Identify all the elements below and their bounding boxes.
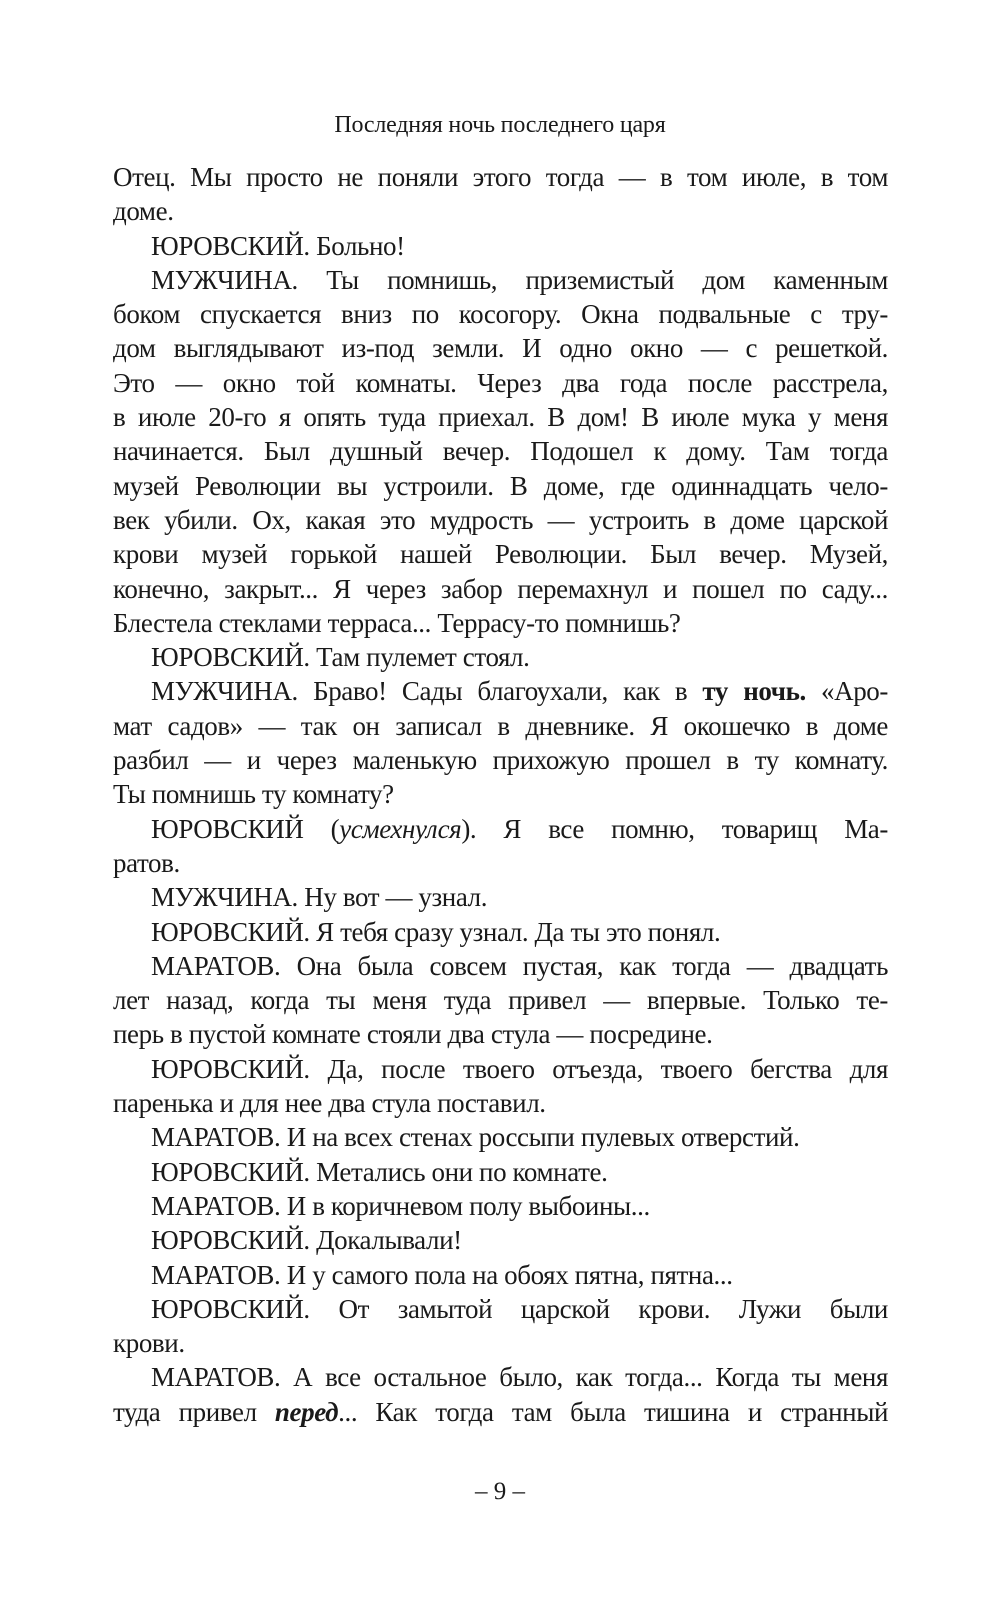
dialogue-line: [113, 640, 888, 674]
line-text: боком спускается вниз по косогору. Окна подвальные с тру-: [113, 299, 888, 330]
text-line: [113, 777, 888, 811]
page-number: – 9 –: [475, 1478, 525, 1505]
text-line: [113, 572, 888, 606]
line-text: музей Революции вы устроили. В доме, где одиннадцать чело-: [113, 470, 888, 501]
dialogue-line: [113, 1052, 888, 1086]
line-text: Больно!: [309, 230, 405, 261]
line-text: перь в пустой комнате стояли два стула — посредине.: [113, 1019, 713, 1050]
text-line: [113, 606, 888, 640]
line-text: ратов.: [113, 847, 180, 878]
line-text: конечно, закрыт... Я через забор перемахнул и пошел по саду...: [113, 573, 888, 604]
dialogue-line: [113, 229, 888, 263]
line-text: туда привел: [113, 1396, 275, 1427]
speaker-name: ЮРОВСКИЙ: [151, 813, 304, 844]
speaker-name: ЮРОВСКИЙ.: [151, 916, 310, 947]
dialogue-line: [113, 812, 888, 846]
line-text: начинается. Был душный вечер. Подошел к дому. Там тогда: [113, 436, 888, 467]
speaker-name: МАРАТОВ.: [151, 1259, 281, 1290]
line-text: Я тебя сразу узнал. Да ты это понял.: [309, 916, 721, 947]
line-text: Отец. Мы просто не поняли этого тогда — в том июле, в том: [113, 162, 888, 192]
line-text: дом выглядывают из-под земли. И одно окно — с решеткой.: [113, 333, 888, 364]
text-line: [113, 194, 888, 228]
text-line: [113, 743, 888, 777]
line-text-tail: «Аро-: [805, 676, 888, 707]
speaker-name: МАРАТОВ.: [151, 950, 281, 981]
speaker-name: МАРАТОВ.: [151, 1190, 281, 1221]
line-text: Ну вот — узнал.: [297, 882, 488, 913]
text-line: [113, 297, 888, 331]
text-line: [113, 1086, 888, 1120]
line-text: крови музей горькой нашей Революции. Был вечер. Музей,: [113, 539, 888, 570]
line-text-tail: ... Как тогда там была тишина и странный: [338, 1396, 888, 1427]
line-text: доме.: [113, 196, 174, 227]
dialogue-line: [113, 1189, 888, 1223]
text-line: [113, 503, 888, 537]
dialogue-line: [113, 1292, 888, 1326]
dialogue-line: [113, 880, 888, 914]
line-text: И в коричневом полу выбоины...: [280, 1190, 650, 1221]
speaker-name: МУЖЧИНА.: [151, 882, 298, 913]
line-text: крови.: [113, 1328, 185, 1359]
stage-direction: усмехнулся: [339, 813, 462, 844]
line-text: паренька и для нее два стула поставил.: [113, 1088, 546, 1119]
line-text-tail: ). Я все помню, товарищ Ма-: [461, 813, 888, 844]
dialogue-line: [113, 1223, 888, 1257]
line-text: Метались они по комнате.: [309, 1156, 608, 1187]
line-text: в июле 20-го я опять туда приехал. В дом! В июле мука у меня: [113, 402, 888, 433]
text-line: [113, 983, 888, 1017]
speaker-name: ЮРОВСКИЙ.: [151, 230, 310, 261]
speaker-name: ЮРОВСКИЙ.: [151, 642, 310, 673]
speaker-name: МАРАТОВ.: [151, 1362, 281, 1393]
line-text: (: [303, 813, 340, 844]
speaker-name: МУЖЧИНА.: [151, 264, 298, 295]
speaker-name: ЮРОВСКИЙ.: [151, 1156, 310, 1187]
text-line: [113, 1017, 888, 1051]
running-head: Последняя ночь последнего царя: [334, 112, 666, 138]
line-text: Она была совсем пустая, как тогда — двадцать: [280, 950, 888, 981]
emphasis-bold: ту ночь.: [702, 676, 806, 707]
line-text: Да, после твоего отъезда, твоего бегства для: [309, 1053, 888, 1084]
speaker-name: ЮРОВСКИЙ.: [151, 1293, 310, 1324]
text-line: [113, 846, 888, 880]
line-text: Это — окно той комнаты. Через два года после расстрела,: [113, 367, 888, 398]
speaker-name: МАРАТОВ.: [151, 1122, 281, 1153]
text-line: [113, 400, 888, 434]
text-line: [113, 709, 888, 743]
text-line: [113, 366, 888, 400]
line-text: Ты помнишь, приземистый дом каменным: [297, 264, 888, 295]
line-text: разбил — и через маленькую прихожую прошел в ту комнату.: [113, 745, 888, 776]
dialogue-line: [113, 1155, 888, 1189]
line-text: И у самого пола на обоях пятна, пятна...: [280, 1259, 733, 1290]
text-line: [113, 1326, 888, 1360]
line-text: Там пулемет стоял.: [309, 642, 530, 673]
line-text: Блестела стеклами терраса... Террасу-то помнишь?: [113, 607, 681, 638]
dialogue-line: [113, 1258, 888, 1292]
dialogue-line: [113, 915, 888, 949]
text-line: [113, 469, 888, 503]
emphasis-italic: перед: [274, 1396, 339, 1427]
text-line: [113, 434, 888, 468]
text-line: [113, 331, 888, 365]
text-line: [113, 537, 888, 571]
line-text: Докалывали!: [309, 1225, 462, 1256]
dialogue-line: [113, 263, 888, 297]
line-text: Ты помнишь ту комнату?: [113, 779, 394, 810]
dialogue-line: [113, 674, 888, 708]
line-text: А все остальное было, как тогда... Когда ты меня: [280, 1362, 888, 1393]
line-text: век убили. Ох, какая это мудрость — устроить в доме царской: [113, 504, 888, 535]
speaker-name: ЮРОВСКИЙ.: [151, 1225, 310, 1256]
line-text: И на всех стенах россыпи пулевых отверстий.: [280, 1122, 800, 1153]
line-text: Браво! Сады благоухали, как в: [297, 676, 703, 707]
line-text: От замытой царской крови. Лужи были: [309, 1293, 888, 1324]
line-text: мат садов» — так он записал в дневнике. Я окошечко в доме: [113, 710, 888, 741]
play-text: [113, 160, 888, 1429]
dialogue-line: [113, 1120, 888, 1154]
dialogue-line: [113, 949, 888, 983]
line-text: лет назад, когда ты меня туда привел — впервые. Только те-: [113, 985, 888, 1016]
speaker-name: ЮРОВСКИЙ.: [151, 1053, 310, 1084]
dialogue-line: [113, 1360, 888, 1394]
speaker-name: МУЖЧИНА.: [151, 676, 298, 707]
text-line: [113, 1395, 888, 1429]
text-line: [113, 160, 888, 194]
